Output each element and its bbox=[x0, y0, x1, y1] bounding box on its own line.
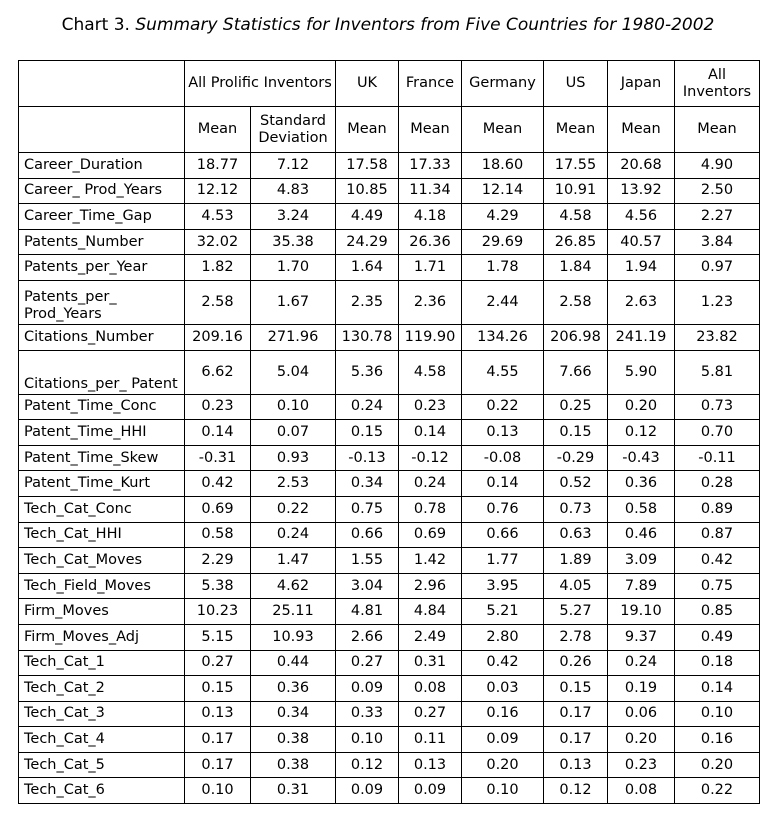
table-cell: 29.69 bbox=[462, 229, 544, 255]
table-cell: 206.98 bbox=[544, 324, 608, 350]
table-cell: 4.18 bbox=[399, 204, 462, 230]
table-cell: 4.81 bbox=[336, 599, 399, 625]
table-row bbox=[19, 153, 760, 179]
table-cell: 1.82 bbox=[185, 255, 251, 281]
table-cell: 5.04 bbox=[251, 350, 336, 394]
table-cell: 0.44 bbox=[251, 650, 336, 676]
table-cell: 0.10 bbox=[462, 778, 544, 804]
table-cell: 0.20 bbox=[462, 752, 544, 778]
table-cell: 0.13 bbox=[462, 420, 544, 446]
table-cell: 3.95 bbox=[462, 573, 544, 599]
table-cell: 241.19 bbox=[608, 324, 675, 350]
table-cell: -0.12 bbox=[399, 445, 462, 471]
table-cell: 0.58 bbox=[608, 496, 675, 522]
row-label: Patents_per_ Prod_Years bbox=[19, 280, 185, 324]
table-cell: 2.27 bbox=[675, 204, 760, 230]
table-cell: 0.24 bbox=[251, 522, 336, 548]
table-row bbox=[19, 752, 760, 778]
table-cell: 0.20 bbox=[608, 394, 675, 420]
table-row bbox=[19, 650, 760, 676]
table-cell: 0.22 bbox=[462, 394, 544, 420]
table-cell: 1.84 bbox=[544, 255, 608, 281]
table-cell: 0.07 bbox=[251, 420, 336, 446]
table-cell: 0.52 bbox=[544, 471, 608, 497]
table-cell: 2.29 bbox=[185, 548, 251, 574]
table-cell: 0.93 bbox=[251, 445, 336, 471]
table-cell: 2.50 bbox=[675, 178, 760, 204]
row-label: Citations_per_ Patent bbox=[19, 350, 185, 394]
table-cell: 0.26 bbox=[544, 650, 608, 676]
table-cell: 0.70 bbox=[675, 420, 760, 446]
table-cell: 0.22 bbox=[251, 496, 336, 522]
table-cell: 0.31 bbox=[399, 650, 462, 676]
table-cell: 0.14 bbox=[185, 420, 251, 446]
table-cell: 11.34 bbox=[399, 178, 462, 204]
table-cell: 3.09 bbox=[608, 548, 675, 574]
row-label: Tech_Cat_4 bbox=[19, 727, 185, 753]
header-germany: Germany bbox=[462, 61, 544, 107]
table-cell: 0.22 bbox=[675, 778, 760, 804]
row-label: Tech_Cat_Conc bbox=[19, 496, 185, 522]
table-caption bbox=[0, 14, 776, 36]
table-cell: 0.24 bbox=[336, 394, 399, 420]
table-cell: 0.20 bbox=[608, 727, 675, 753]
table-cell: 0.66 bbox=[336, 522, 399, 548]
table-cell: 0.12 bbox=[336, 752, 399, 778]
table-row bbox=[19, 204, 760, 230]
table-cell: 0.24 bbox=[608, 650, 675, 676]
table-cell: 3.84 bbox=[675, 229, 760, 255]
row-label: Tech_Cat_2 bbox=[19, 676, 185, 702]
table-row bbox=[19, 445, 760, 471]
table-cell: 0.17 bbox=[544, 727, 608, 753]
table-cell: 0.10 bbox=[336, 727, 399, 753]
table-cell: 26.36 bbox=[399, 229, 462, 255]
row-label: Tech_Cat_1 bbox=[19, 650, 185, 676]
table-cell: 0.27 bbox=[185, 650, 251, 676]
header-sub-standard-deviation: Standard Deviation bbox=[251, 107, 336, 153]
table-cell: 0.11 bbox=[399, 727, 462, 753]
table-cell: 2.80 bbox=[462, 624, 544, 650]
table-cell: 0.73 bbox=[544, 496, 608, 522]
table-cell: 0.23 bbox=[185, 394, 251, 420]
table-cell: 5.27 bbox=[544, 599, 608, 625]
header-uk: UK bbox=[336, 61, 399, 107]
table-row bbox=[19, 350, 760, 394]
table-cell: 0.12 bbox=[608, 420, 675, 446]
table-cell: 0.13 bbox=[399, 752, 462, 778]
header-sub-mean: Mean bbox=[185, 107, 251, 153]
table-cell: 5.21 bbox=[462, 599, 544, 625]
table-row bbox=[19, 420, 760, 446]
table-cell: 7.89 bbox=[608, 573, 675, 599]
table-cell: 1.77 bbox=[462, 548, 544, 574]
row-label: Citations_Number bbox=[19, 324, 185, 350]
table-cell: 0.69 bbox=[185, 496, 251, 522]
table-cell: 0.27 bbox=[336, 650, 399, 676]
row-label: Career_Duration bbox=[19, 153, 185, 179]
table-cell: 0.33 bbox=[336, 701, 399, 727]
table-cell: 0.66 bbox=[462, 522, 544, 548]
table-cell: 0.58 bbox=[185, 522, 251, 548]
table-cell: 6.62 bbox=[185, 350, 251, 394]
table-cell: 4.90 bbox=[675, 153, 760, 179]
table-cell: 0.75 bbox=[336, 496, 399, 522]
table-cell: 1.89 bbox=[544, 548, 608, 574]
table-cell: 17.58 bbox=[336, 153, 399, 179]
header-sub-mean: Mean bbox=[544, 107, 608, 153]
row-label: Firm_Moves_Adj bbox=[19, 624, 185, 650]
table-cell: 5.90 bbox=[608, 350, 675, 394]
row-label: Tech_Field_Moves bbox=[19, 573, 185, 599]
table-cell: 2.96 bbox=[399, 573, 462, 599]
table-cell: 1.64 bbox=[336, 255, 399, 281]
table-cell: 0.46 bbox=[608, 522, 675, 548]
table-cell: 0.15 bbox=[544, 420, 608, 446]
header-corner-sub bbox=[19, 107, 185, 153]
table-cell: 4.58 bbox=[399, 350, 462, 394]
header-sub-mean: Mean bbox=[399, 107, 462, 153]
caption-title: Summary Statistics for Inventors from Five Countries for 1980-2002 bbox=[135, 15, 715, 35]
table-cell: 18.77 bbox=[185, 153, 251, 179]
table-row bbox=[19, 229, 760, 255]
table-cell: 4.49 bbox=[336, 204, 399, 230]
header-us: US bbox=[544, 61, 608, 107]
table-cell: 0.23 bbox=[608, 752, 675, 778]
table-cell: 4.62 bbox=[251, 573, 336, 599]
table-cell: 4.53 bbox=[185, 204, 251, 230]
table-cell: 32.02 bbox=[185, 229, 251, 255]
table-cell: 0.03 bbox=[462, 676, 544, 702]
row-label: Tech_Cat_HHI bbox=[19, 522, 185, 548]
table-cell: 10.91 bbox=[544, 178, 608, 204]
table-cell: 5.36 bbox=[336, 350, 399, 394]
table-cell: 0.36 bbox=[608, 471, 675, 497]
table-row bbox=[19, 624, 760, 650]
header-france: France bbox=[399, 61, 462, 107]
table-cell: 130.78 bbox=[336, 324, 399, 350]
table-cell: 0.10 bbox=[185, 778, 251, 804]
row-label: Patent_Time_HHI bbox=[19, 420, 185, 446]
table-cell: 0.09 bbox=[462, 727, 544, 753]
table-cell: 1.47 bbox=[251, 548, 336, 574]
table-cell: 10.23 bbox=[185, 599, 251, 625]
table-row bbox=[19, 727, 760, 753]
table-cell: 2.49 bbox=[399, 624, 462, 650]
table-cell: 2.36 bbox=[399, 280, 462, 324]
table-cell: 0.10 bbox=[675, 701, 760, 727]
table-cell: 0.78 bbox=[399, 496, 462, 522]
table-cell: 2.58 bbox=[544, 280, 608, 324]
header-sub-mean: Mean bbox=[675, 107, 760, 153]
table-cell: 0.14 bbox=[462, 471, 544, 497]
table-cell: 25.11 bbox=[251, 599, 336, 625]
table-cell: 23.82 bbox=[675, 324, 760, 350]
header-row-groups bbox=[19, 61, 760, 107]
table-cell: 2.78 bbox=[544, 624, 608, 650]
table-cell: 0.42 bbox=[185, 471, 251, 497]
table-cell: 18.60 bbox=[462, 153, 544, 179]
table-row bbox=[19, 548, 760, 574]
table-cell: -0.43 bbox=[608, 445, 675, 471]
table-row bbox=[19, 471, 760, 497]
table-cell: 271.96 bbox=[251, 324, 336, 350]
table-cell: 4.83 bbox=[251, 178, 336, 204]
row-label: Career_Time_Gap bbox=[19, 204, 185, 230]
caption-prefix: Chart 3. bbox=[61, 15, 130, 35]
row-label: Tech_Cat_Moves bbox=[19, 548, 185, 574]
row-label: Tech_Cat_6 bbox=[19, 778, 185, 804]
table-cell: 1.23 bbox=[675, 280, 760, 324]
row-label: Patents_per_Year bbox=[19, 255, 185, 281]
table-cell: 7.66 bbox=[544, 350, 608, 394]
table-cell: 0.17 bbox=[185, 727, 251, 753]
table-cell: 0.24 bbox=[399, 471, 462, 497]
table-cell: 2.66 bbox=[336, 624, 399, 650]
table-cell: 0.36 bbox=[251, 676, 336, 702]
table-cell: 0.14 bbox=[675, 676, 760, 702]
table-cell: 0.63 bbox=[544, 522, 608, 548]
table-cell: 0.69 bbox=[399, 522, 462, 548]
table-cell: 0.85 bbox=[675, 599, 760, 625]
table-cell: 2.63 bbox=[608, 280, 675, 324]
table-cell: 4.84 bbox=[399, 599, 462, 625]
table-row bbox=[19, 496, 760, 522]
table-cell: 5.38 bbox=[185, 573, 251, 599]
table-cell: 2.44 bbox=[462, 280, 544, 324]
table-cell: 0.27 bbox=[399, 701, 462, 727]
table-cell: -0.08 bbox=[462, 445, 544, 471]
table-cell: 0.31 bbox=[251, 778, 336, 804]
table-cell: 0.10 bbox=[251, 394, 336, 420]
table-cell: 4.58 bbox=[544, 204, 608, 230]
table-cell: 0.09 bbox=[336, 676, 399, 702]
table-cell: 1.55 bbox=[336, 548, 399, 574]
table-cell: 0.76 bbox=[462, 496, 544, 522]
table-cell: 0.17 bbox=[544, 701, 608, 727]
table-cell: 0.17 bbox=[185, 752, 251, 778]
table-cell: 0.23 bbox=[399, 394, 462, 420]
table-cell: 24.29 bbox=[336, 229, 399, 255]
table-cell: 0.75 bbox=[675, 573, 760, 599]
table-cell: 0.19 bbox=[608, 676, 675, 702]
table-cell: 40.57 bbox=[608, 229, 675, 255]
table-cell: 134.26 bbox=[462, 324, 544, 350]
table-cell: 0.13 bbox=[185, 701, 251, 727]
table-cell: 13.92 bbox=[608, 178, 675, 204]
table-cell: 0.15 bbox=[544, 676, 608, 702]
table-cell: 26.85 bbox=[544, 229, 608, 255]
table-cell: 1.78 bbox=[462, 255, 544, 281]
header-sub-mean: Mean bbox=[462, 107, 544, 153]
table-row bbox=[19, 324, 760, 350]
table-cell: 0.38 bbox=[251, 727, 336, 753]
table-row bbox=[19, 255, 760, 281]
table-cell: 5.15 bbox=[185, 624, 251, 650]
table-cell: 0.34 bbox=[251, 701, 336, 727]
table-cell: 4.29 bbox=[462, 204, 544, 230]
header-row-stats bbox=[19, 107, 760, 153]
table-cell: 10.93 bbox=[251, 624, 336, 650]
table-cell: 35.38 bbox=[251, 229, 336, 255]
table-cell: 0.16 bbox=[462, 701, 544, 727]
table-row bbox=[19, 280, 760, 324]
table-cell: -0.13 bbox=[336, 445, 399, 471]
table-row bbox=[19, 573, 760, 599]
table-cell: 0.28 bbox=[675, 471, 760, 497]
table-cell: 5.81 bbox=[675, 350, 760, 394]
table-cell: 0.73 bbox=[675, 394, 760, 420]
table-row bbox=[19, 676, 760, 702]
table-cell: 20.68 bbox=[608, 153, 675, 179]
row-label: Patent_Time_Skew bbox=[19, 445, 185, 471]
table-cell: 0.87 bbox=[675, 522, 760, 548]
table-cell: 0.09 bbox=[399, 778, 462, 804]
table-row bbox=[19, 599, 760, 625]
table-cell: 10.85 bbox=[336, 178, 399, 204]
table-cell: 0.14 bbox=[399, 420, 462, 446]
table-cell: -0.29 bbox=[544, 445, 608, 471]
table-cell: 0.15 bbox=[336, 420, 399, 446]
table-cell: -0.11 bbox=[675, 445, 760, 471]
table-cell: 0.89 bbox=[675, 496, 760, 522]
table-body bbox=[19, 153, 760, 804]
table-cell: 0.97 bbox=[675, 255, 760, 281]
table-cell: 209.16 bbox=[185, 324, 251, 350]
table-cell: 1.42 bbox=[399, 548, 462, 574]
table-cell: 1.71 bbox=[399, 255, 462, 281]
row-label: Firm_Moves bbox=[19, 599, 185, 625]
table-cell: 4.05 bbox=[544, 573, 608, 599]
table-cell: 1.67 bbox=[251, 280, 336, 324]
table-cell: 0.25 bbox=[544, 394, 608, 420]
table-cell: 0.38 bbox=[251, 752, 336, 778]
table-cell: 1.70 bbox=[251, 255, 336, 281]
table-cell: 4.56 bbox=[608, 204, 675, 230]
header-all-inventors: All Inventors bbox=[675, 61, 760, 107]
table-cell: 0.16 bbox=[675, 727, 760, 753]
table-cell: -0.31 bbox=[185, 445, 251, 471]
table-row bbox=[19, 522, 760, 548]
table-cell: 12.12 bbox=[185, 178, 251, 204]
table-cell: 0.42 bbox=[462, 650, 544, 676]
table-cell: 0.20 bbox=[675, 752, 760, 778]
table-cell: 0.42 bbox=[675, 548, 760, 574]
table-cell: 0.12 bbox=[544, 778, 608, 804]
table-cell: 0.08 bbox=[399, 676, 462, 702]
table-row bbox=[19, 178, 760, 204]
table-cell: 12.14 bbox=[462, 178, 544, 204]
table-row bbox=[19, 778, 760, 804]
table-cell: 9.37 bbox=[608, 624, 675, 650]
header-all-prolific-inventors: All Prolific Inventors bbox=[185, 61, 336, 107]
table-row bbox=[19, 394, 760, 420]
table-cell: 7.12 bbox=[251, 153, 336, 179]
table-cell: 2.58 bbox=[185, 280, 251, 324]
table-cell: 0.49 bbox=[675, 624, 760, 650]
table-cell: 3.04 bbox=[336, 573, 399, 599]
table-cell: 119.90 bbox=[399, 324, 462, 350]
table-cell: 19.10 bbox=[608, 599, 675, 625]
table-cell: 0.09 bbox=[336, 778, 399, 804]
row-label: Patent_Time_Kurt bbox=[19, 471, 185, 497]
table-cell: 0.18 bbox=[675, 650, 760, 676]
table-cell: 2.35 bbox=[336, 280, 399, 324]
table-cell: 17.55 bbox=[544, 153, 608, 179]
row-label: Patents_Number bbox=[19, 229, 185, 255]
header-japan: Japan bbox=[608, 61, 675, 107]
table-cell: 0.13 bbox=[544, 752, 608, 778]
table-cell: 4.55 bbox=[462, 350, 544, 394]
summary-statistics-table bbox=[18, 60, 760, 804]
table-cell: 0.08 bbox=[608, 778, 675, 804]
table-cell: 0.34 bbox=[336, 471, 399, 497]
row-label: Tech_Cat_5 bbox=[19, 752, 185, 778]
header-sub-mean: Mean bbox=[336, 107, 399, 153]
table-cell: 2.53 bbox=[251, 471, 336, 497]
table-row bbox=[19, 701, 760, 727]
table-cell: 1.94 bbox=[608, 255, 675, 281]
row-label: Career_ Prod_Years bbox=[19, 178, 185, 204]
header-sub-mean: Mean bbox=[608, 107, 675, 153]
table-cell: 0.06 bbox=[608, 701, 675, 727]
header-corner bbox=[19, 61, 185, 107]
table-cell: 17.33 bbox=[399, 153, 462, 179]
row-label: Patent_Time_Conc bbox=[19, 394, 185, 420]
table-cell: 0.15 bbox=[185, 676, 251, 702]
row-label: Tech_Cat_3 bbox=[19, 701, 185, 727]
table-cell: 3.24 bbox=[251, 204, 336, 230]
